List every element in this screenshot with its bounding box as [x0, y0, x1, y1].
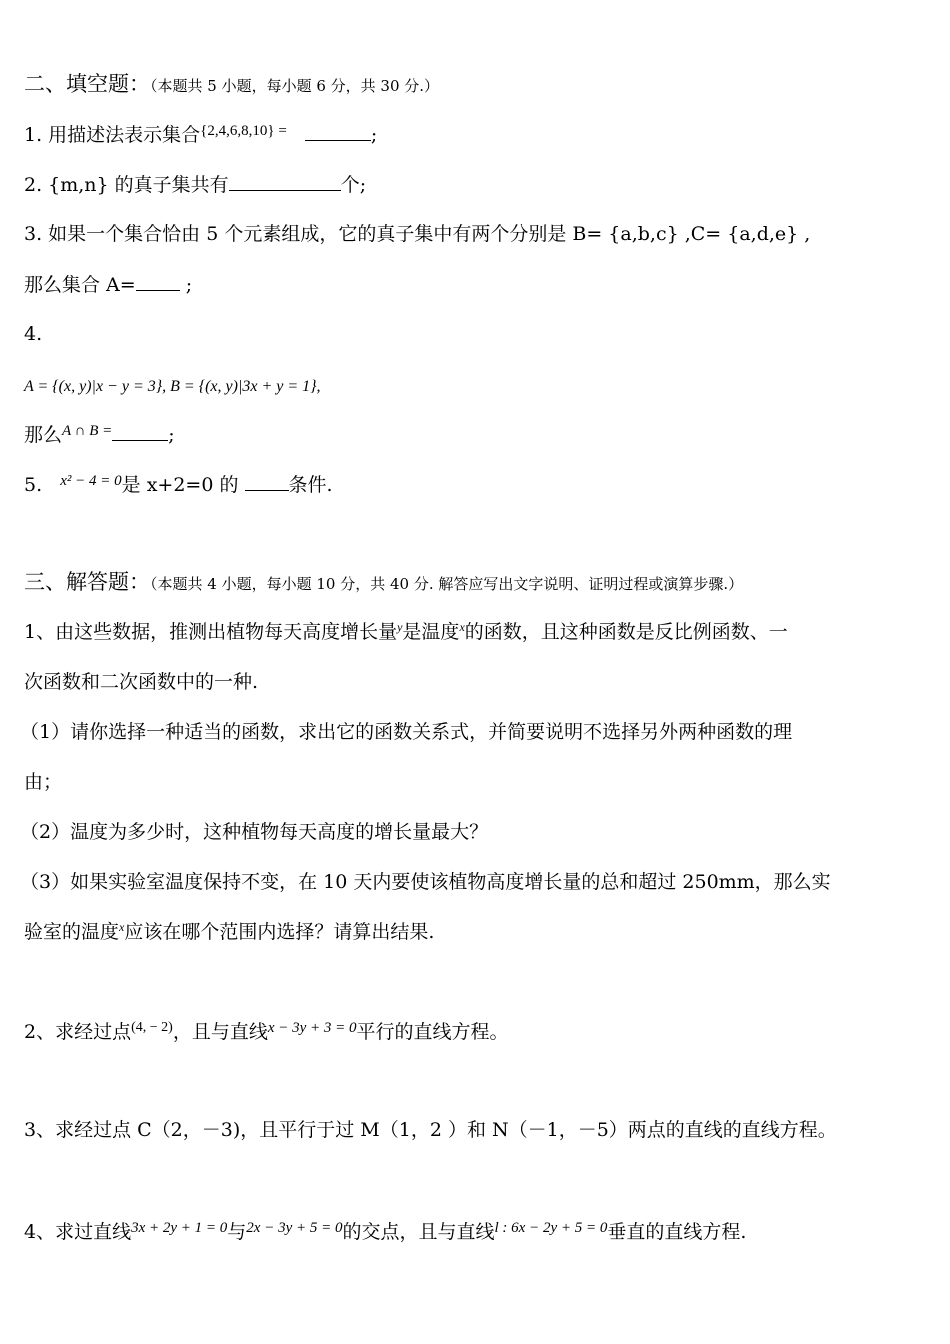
q3-4-text-d: 垂直的直线方程. — [607, 1221, 747, 1243]
q3-4-line2-eq: 2x − 3y + 5 = 0 — [246, 1220, 343, 1236]
q2-1-end: ; — [370, 124, 378, 146]
section2-title: 二、填空题： — [24, 72, 150, 96]
q2-1-text: 1. 用描述法表示集合 — [24, 124, 201, 146]
q3-1-text-c: 的函数，且这种函数是反比例函数、一 — [464, 621, 788, 643]
q2-5-end: 条件. — [288, 474, 333, 496]
q2-1 — [24, 122, 377, 149]
q3-2-line-eq: x − 3y + 3 = 0 — [267, 1020, 357, 1036]
q3-1-text-b: 是温度 — [402, 621, 460, 643]
q2-4-math — [24, 374, 321, 399]
q3-1-sub1-line2: 由； — [24, 771, 63, 793]
section2-heading — [24, 72, 439, 98]
q3-1-sub3-text-b: 应该在哪个范围内选择？请算出结果. — [124, 921, 435, 943]
q3-4-text-a: 4、求过直线 — [24, 1221, 132, 1243]
q2-2-text: 2. {m,n} 的真子集共有 — [24, 174, 229, 196]
section3-title: 三、解答题： — [24, 570, 150, 594]
q2-2-blank[interactable] — [229, 172, 341, 191]
q2-5-text: 是 x+2=0 的 — [121, 474, 245, 496]
q3-2-text-b: ，且与直线 — [172, 1021, 268, 1043]
q2-4-blank[interactable] — [112, 422, 168, 441]
q3-1-sub3-var-x: x — [119, 920, 125, 934]
q2-2 — [24, 172, 366, 197]
q2-4-end: ; — [168, 424, 175, 446]
q2-5-label: 5. — [24, 474, 43, 496]
q3-2-text-c: 平行的直线方程。 — [356, 1021, 509, 1043]
q3-4-text-b: 与 — [227, 1221, 247, 1243]
q2-3-line1: 3. 如果一个集合恰由 5 个元素组成，它的真子集中有两个分别是 B= {a,b,c} ,C= {a,d,e} , — [24, 223, 811, 245]
q2-2-end: 个; — [340, 174, 367, 196]
q2-4-intersection: A ∩ B = — [62, 423, 113, 439]
q3-1-sub3-text-a: 验室的温度 — [24, 921, 120, 943]
q2-1-blank[interactable] — [305, 122, 371, 141]
q3-1-sub2: （2）温度为多少时，这种植物每天高度的增长量最大？ — [20, 821, 489, 843]
q2-4-prefix: 那么 — [24, 424, 63, 446]
q3-4 — [24, 1220, 746, 1246]
q3-1-text-a: 1、由这些数据，推测出植物每天高度增长量 — [24, 621, 398, 643]
section3-heading — [24, 570, 743, 596]
q2-4-answer — [24, 422, 175, 449]
q3-2-point: (4, − 2) — [131, 1020, 173, 1035]
q2-3-blank[interactable] — [136, 272, 180, 291]
q3-1-var-y: y — [397, 620, 403, 634]
q3-1-sub1-line1: （1）请你选择一种适当的函数，求出它的函数关系式，并简要说明不选择另外两种函数的理 — [20, 721, 793, 743]
q2-5-blank[interactable] — [245, 472, 289, 491]
q3-1-line1 — [24, 620, 788, 646]
section3-note: （本题共 4 小题，每小题 10 分，共 40 分. 解答应写出文字说明、证明过程或演算步骤.） — [150, 575, 744, 593]
q3-3: 3、求经过点 C（2，－3)，且平行于过 M（1，2 ）和 N（－1，－5）两点的直线的直线方程。 — [24, 1119, 837, 1141]
q2-4-label: 4. — [24, 323, 43, 345]
q2-1-math: {2,4,6,8,10} = — [200, 123, 287, 139]
q2-5 — [24, 472, 333, 499]
q2-3-line2 — [24, 272, 192, 297]
section2-note: （本题共 5 小题，每小题 6 分，共 30 分.） — [150, 77, 440, 95]
q3-2 — [24, 1020, 509, 1047]
q3-1-sub3-line1: （3）如果实验室温度保持不变，在 10 天内要使该植物高度增长量的总和超过 250mm，那么实 — [20, 871, 831, 893]
q3-1-line2: 次函数和二次函数中的一种. — [24, 671, 259, 693]
q3-4-line3-eq: l : 6x − 2y + 5 = 0 — [494, 1220, 608, 1236]
q2-4-sets: A = {(x, y)|x − y = 3}, B = {(x, y)|3x + y = 1}, — [24, 378, 321, 395]
q2-3-line2-text: 那么集合 A= — [24, 274, 136, 296]
q3-4-line1-eq: 3x + 2y + 1 = 0 — [131, 1220, 228, 1236]
q3-4-text-c: 的交点，且与直线 — [342, 1221, 495, 1243]
q2-3-line2-end: ; — [179, 274, 193, 296]
q3-1-var-x: x — [459, 620, 465, 634]
q3-2-text-a: 2、求经过点 — [24, 1021, 132, 1043]
q3-1-sub3-line2 — [24, 920, 434, 946]
q2-5-math: x² − 4 = 0 — [60, 473, 122, 489]
